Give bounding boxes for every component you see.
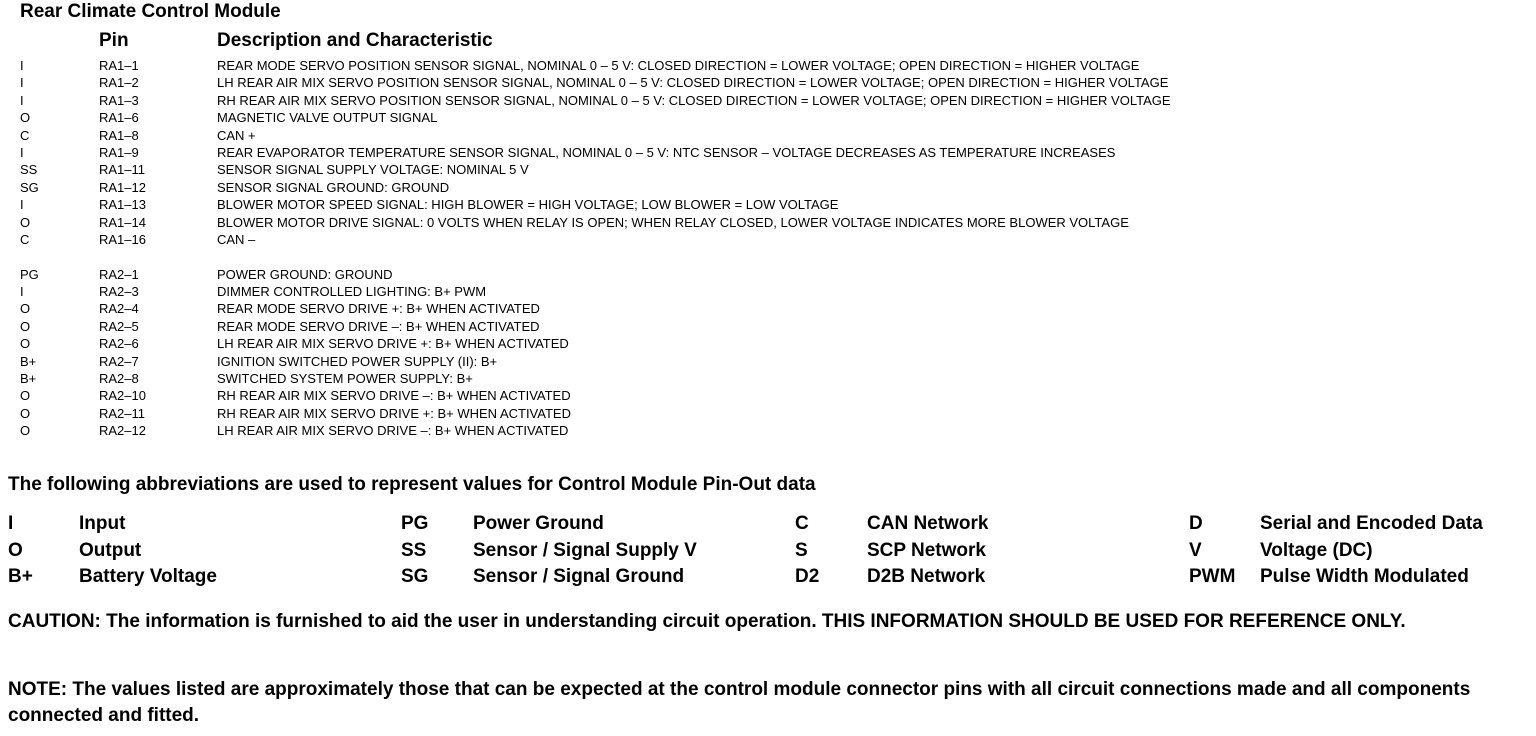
table-row <box>0 300 1536 317</box>
pin-id: RA2–12 <box>99 423 146 439</box>
pin-description: CAN – <box>217 231 256 247</box>
legend-abbreviation: S <box>795 539 808 561</box>
legend-meaning: Sensor / Signal Supply V <box>473 539 697 561</box>
legend-meaning: D2B Network <box>867 566 986 587</box>
pin-type: I <box>20 197 24 213</box>
pin-description: REAR MODE SERVO DRIVE –: B+ WHEN ACTIVATED <box>217 318 540 334</box>
pin-id: RA1–3 <box>99 92 139 108</box>
pin-id: RA1–13 <box>99 197 146 213</box>
pin-type: C <box>20 127 30 143</box>
pin-id: RA1–8 <box>99 127 139 143</box>
pin-description: LH REAR AIR MIX SERVO POSITION SENSOR SIGNAL, NOMINAL 0 – 5 V: CLOSED DIRECTION = LOWER VOLTAGE; OPEN DIRECTION = HIGHER VOLTAGE <box>217 75 1169 91</box>
pin-description: REAR MODE SERVO POSITION SENSOR SIGNAL, NOMINAL 0 – 5 V: CLOSED DIRECTION = LOWER VOLTAGE; OPEN DIRECTION = HIGHER VOLTAGE <box>217 58 1140 73</box>
pin-description: BLOWER MOTOR DRIVE SIGNAL: 0 VOLTS WHEN RELAY IS OPEN; WHEN RELAY CLOSED, LOWER VOLTAGE INDICATES MORE BLOWER VOLTAGE <box>217 214 1129 230</box>
table-row <box>0 109 1536 126</box>
pin-type: O <box>20 336 31 352</box>
pin-type: O <box>20 301 31 317</box>
pin-description: SWITCHED SYSTEM POWER SUPPLY: B+ <box>217 371 473 387</box>
pin-type: O <box>20 110 31 126</box>
pin-description: DIMMER CONTROLLED LIGHTING: B+ PWM <box>217 284 487 300</box>
pin-id: RA1–11 <box>99 162 146 178</box>
pin-id: RA2–6 <box>99 336 139 352</box>
legend-row <box>0 564 1536 591</box>
pin-type: O <box>20 318 31 334</box>
table-row <box>0 144 1536 161</box>
pin-description: LH REAR AIR MIX SERVO DRIVE –: B+ WHEN ACTIVATED <box>217 423 569 439</box>
caution-text: CAUTION: The information is furnished to aid the user in understanding circuit operation. THIS INFORMATION SHOULD BE USED FOR REFERENCE ONLY. <box>8 611 1406 632</box>
pin-id: RA2–10 <box>99 388 146 404</box>
table-row <box>0 318 1536 335</box>
pin-id: RA1–12 <box>99 179 146 195</box>
pin-type: B+ <box>20 371 37 387</box>
legend-abbreviation: SS <box>401 539 427 561</box>
pin-id: RA2–7 <box>99 353 139 369</box>
pin-description: RH REAR AIR MIX SERVO DRIVE –: B+ WHEN ACTIVATED <box>217 388 571 404</box>
pin-id: RA1–1 <box>99 58 139 73</box>
table-row <box>0 127 1536 144</box>
legend-abbreviation: PG <box>401 513 429 534</box>
pin-id: RA1–2 <box>99 75 139 91</box>
pin-description: BLOWER MOTOR SPEED SIGNAL: HIGH BLOWER = HIGH VOLTAGE; LOW BLOWER = LOW VOLTAGE <box>217 197 839 213</box>
table-row <box>0 196 1536 213</box>
pin-description: POWER GROUND: GROUND <box>217 266 393 282</box>
pin-description: RH REAR AIR MIX SERVO DRIVE +: B+ WHEN ACTIVATED <box>217 405 571 421</box>
pin-description: IGNITION SWITCHED POWER SUPPLY (II): B+ <box>217 353 498 369</box>
pin-id: RA2–8 <box>99 371 139 387</box>
pin-type: I <box>20 75 24 91</box>
legend-meaning: Sensor / Signal Ground <box>473 566 685 587</box>
legend-meaning: Pulse Width Modulated <box>1260 566 1469 587</box>
table-row <box>0 370 1536 387</box>
table-row <box>0 353 1536 370</box>
legend-meaning: CAN Network <box>867 513 989 534</box>
note-text: NOTE: The values listed are approximately those that can be expected at the control module connector pins with all circuit connections made and all components connected and fitted. <box>8 679 1471 726</box>
legend-abbreviation: O <box>8 539 23 561</box>
pin-type: O <box>20 214 31 230</box>
table-row <box>0 57 1536 74</box>
pin-description: SENSOR SIGNAL GROUND: GROUND <box>217 179 450 195</box>
legend-meaning: Voltage (DC) <box>1260 539 1373 561</box>
table-row <box>0 92 1536 109</box>
table-row <box>0 161 1536 178</box>
pin-description: MAGNETIC VALVE OUTPUT SIGNAL <box>217 110 438 126</box>
pin-description: CAN + <box>217 127 256 143</box>
pin-type: I <box>20 144 24 160</box>
legend-abbreviation: PWM <box>1189 566 1236 587</box>
column-header-description: Description and Characteristic <box>217 30 493 51</box>
column-header-pin: Pin <box>99 30 129 51</box>
table-row <box>0 231 1536 248</box>
pin-id: RA2–5 <box>99 318 139 334</box>
table-row <box>0 405 1536 422</box>
legend-abbreviation: SG <box>401 566 429 587</box>
pin-description: REAR MODE SERVO DRIVE +: B+ WHEN ACTIVATED <box>217 301 540 317</box>
legend-meaning: SCP Network <box>867 539 986 561</box>
abbreviations-legend <box>0 511 1536 591</box>
legend-meaning: Serial and Encoded Data <box>1260 513 1483 534</box>
pin-id: RA2–11 <box>99 405 146 421</box>
pin-id: RA1–14 <box>99 214 146 230</box>
legend-meaning: Battery Voltage <box>79 566 217 587</box>
pin-description: SENSOR SIGNAL SUPPLY VOLTAGE: NOMINAL 5 V <box>217 162 529 178</box>
table-row <box>0 422 1536 439</box>
pin-type: B+ <box>20 353 37 369</box>
legend-abbreviation: D <box>1189 513 1203 534</box>
table-row <box>0 335 1536 352</box>
table-row <box>0 283 1536 300</box>
pin-type: I <box>20 284 24 300</box>
page-title: Rear Climate Control Module <box>20 1 281 22</box>
pin-id: RA2–1 <box>99 266 139 282</box>
pin-type: I <box>20 92 24 108</box>
legend-row <box>0 538 1536 565</box>
pin-type: PG <box>20 266 39 282</box>
legend-meaning: Input <box>79 513 126 534</box>
pin-description: LH REAR AIR MIX SERVO DRIVE +: B+ WHEN ACTIVATED <box>217 336 569 352</box>
pin-type: SS <box>20 162 38 178</box>
pin-type: O <box>20 423 31 439</box>
legend-row <box>0 511 1536 538</box>
legend-meaning: Power Ground <box>473 513 604 534</box>
pin-description: RH REAR AIR MIX SERVO POSITION SENSOR SIGNAL, NOMINAL 0 – 5 V: CLOSED DIRECTION = LOWER VOLTAGE; OPEN DIRECTION = HIGHER VOLTAGE <box>217 92 1171 108</box>
pin-type: C <box>20 231 30 247</box>
pin-id: RA1–6 <box>99 110 139 126</box>
pin-type: I <box>20 58 24 73</box>
pin-id: RA1–9 <box>99 144 139 160</box>
pin-id: RA2–4 <box>99 301 139 317</box>
pin-table <box>0 57 1536 440</box>
pin-id: RA2–3 <box>99 284 139 300</box>
table-row <box>0 74 1536 91</box>
pin-type: O <box>20 405 31 421</box>
table-row <box>0 266 1536 283</box>
table-row <box>0 179 1536 196</box>
abbreviations-heading: The following abbreviations are used to represent values for Control Module Pin-Out data <box>8 474 816 495</box>
legend-abbreviation: V <box>1189 539 1202 561</box>
pin-type: SG <box>20 179 39 195</box>
pin-description: REAR EVAPORATOR TEMPERATURE SENSOR SIGNAL, NOMINAL 0 – 5 V: NTC SENSOR – VOLTAGE DECREASES AS TEMPERATURE INCREASES <box>217 144 1116 160</box>
legend-abbreviation: C <box>795 513 809 534</box>
legend-meaning: Output <box>79 539 142 561</box>
table-row <box>0 214 1536 231</box>
table-row <box>0 387 1536 404</box>
legend-abbreviation: B+ <box>8 566 33 587</box>
pin-type: O <box>20 388 31 404</box>
legend-abbreviation: D2 <box>795 566 820 587</box>
legend-abbreviation: I <box>8 513 14 534</box>
pin-id: RA1–16 <box>99 231 146 247</box>
